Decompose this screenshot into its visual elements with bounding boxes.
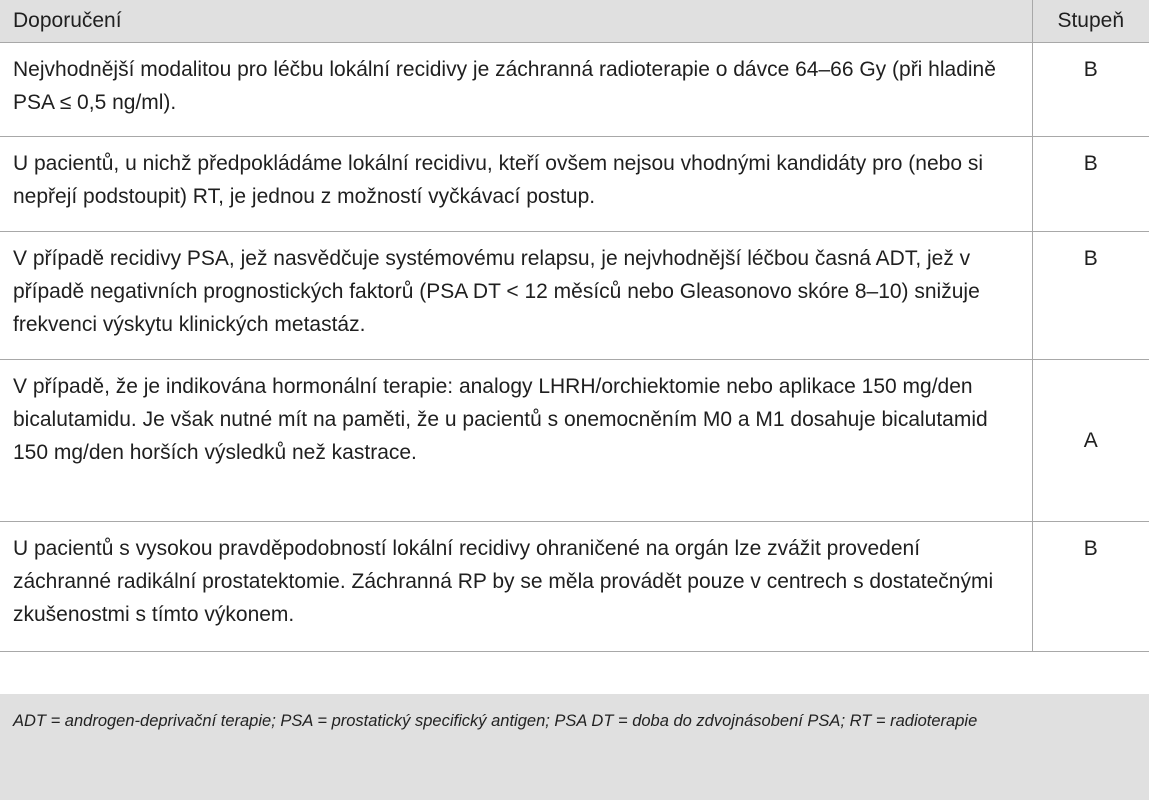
- table-row: [0, 232, 1149, 360]
- footnote-text: ADT = androgen-deprivační terapie; PSA = prostatický specifický antigen; PSA DT = doba do zdvojnásobení PSA; RT = radioterapie: [13, 712, 978, 730]
- grade-value: B: [1032, 232, 1149, 360]
- table-row: [0, 360, 1149, 522]
- grade-value: B: [1032, 137, 1149, 232]
- grade-value: B: [1032, 522, 1149, 652]
- recommendation-column-header: Doporučení: [0, 0, 1032, 43]
- table-row: [0, 43, 1149, 137]
- table-row: [0, 522, 1149, 652]
- recommendation-text: V případě, že je indikována hormonální terapie: analogy LHRH/orchiektomie nebo aplikace 150 mg/den bicalutamidu. Je však nutné mít na paměti, že u pacientů s onemocněním M0 a M1 dosahuje bicalutamid 150 mg/den horších výsledků než kastrace.: [0, 360, 1032, 522]
- recommendation-text: U pacientů s vysokou pravděpodobností lokální recidivy ohraničené na orgán lze zvážit provedení záchranné radikální prostatektomie. Záchranná RP by se měla provádět pouze v centrech s dostatečnými zkušenostmi s tímto výkonem.: [0, 522, 1032, 652]
- grade-value: B: [1032, 43, 1149, 137]
- recommendation-text: U pacientů, u nichž předpokládáme lokální recidivu, kteří ovšem nejsou vhodnými kandidáty pro (nebo si nepřejí podstoupit) RT, je jednou z možností vyčkávací postup.: [0, 137, 1032, 232]
- table-header-row: [0, 0, 1149, 43]
- recommendation-text: Nejvhodnější modalitou pro léčbu lokální recidivy je záchranná radioterapie o dávce 64–66 Gy (při hladině PSA ≤ 0,5 ng/ml).: [0, 43, 1032, 137]
- grade-column-header: Stupeň: [1032, 0, 1149, 43]
- grade-value: A: [1032, 360, 1149, 522]
- recommendation-text: V případě recidivy PSA, jež nasvědčuje systémovému relapsu, je nejvhodnější léčbou časná ADT, jež v případě negativních prognostických faktorů (PSA DT < 12 měsíců nebo Gleasonovo skóre 8–10) snižuje frekvenci výskytu klinických metastáz.: [0, 232, 1032, 360]
- abbreviations-footnote: [0, 694, 1149, 800]
- table-row: [0, 137, 1149, 232]
